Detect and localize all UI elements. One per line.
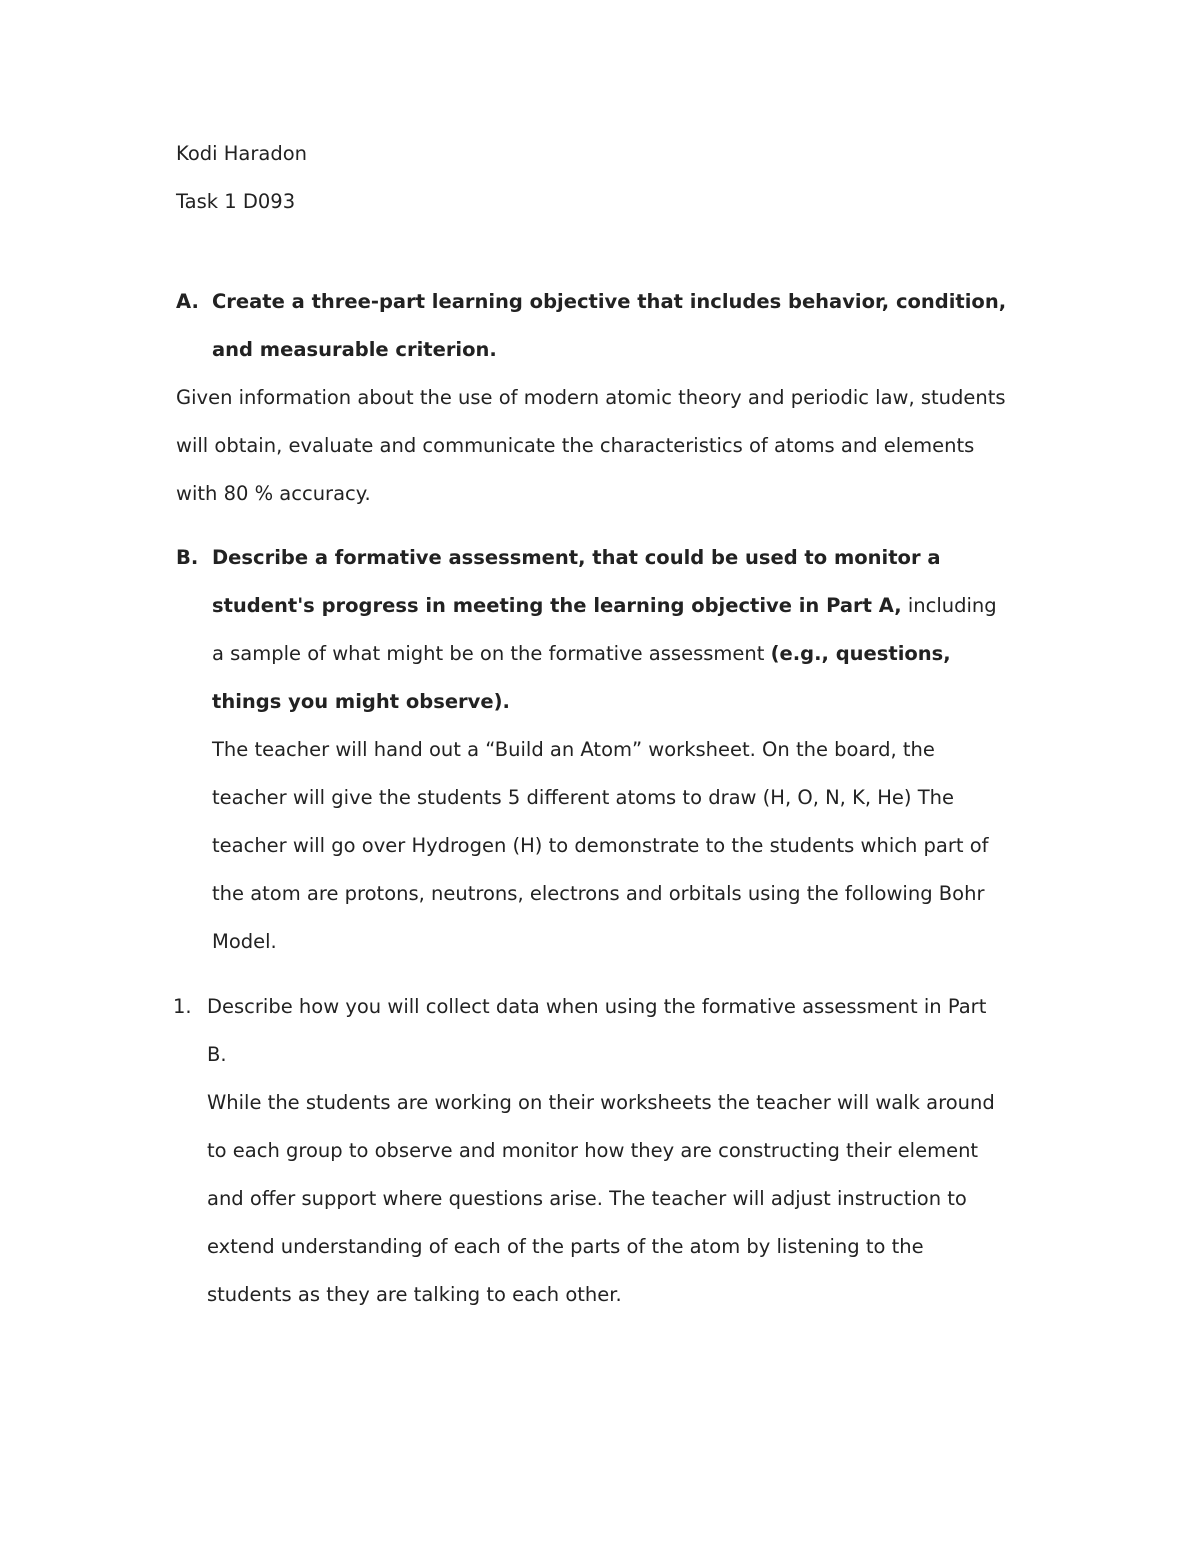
author-name: Kodi Haradon xyxy=(176,142,307,165)
section-1-body-line-2: to each group to observe and monitor how they are constructing their element xyxy=(207,1139,979,1162)
section-1-label: 1. xyxy=(173,995,192,1018)
section-b-prompt-line-4: things you might observe). xyxy=(212,690,510,713)
section-b-body-line-3: teacher will go over Hydrogen (H) to demonstrate to the students which part of xyxy=(212,834,989,857)
section-b-prompt-line-3-bold: (e.g., questions, xyxy=(770,642,951,665)
section-b-body-line-2: teacher will give the students 5 different atoms to draw (H, O, N, K, He) The xyxy=(212,786,954,809)
section-a-heading-line-1: Create a three-part learning objective that includes behavior, condition, xyxy=(212,290,1007,313)
section-a-label: A. xyxy=(176,290,199,313)
section-a-body-line-2: will obtain, evaluate and communicate the characteristics of atoms and elements xyxy=(176,434,975,457)
section-1-prompt-line-2: B. xyxy=(207,1043,227,1066)
section-1-prompt-line-1: Describe how you will collect data when using the formative assessment in Part xyxy=(207,995,987,1018)
section-b-prompt-line-3 xyxy=(212,644,951,664)
section-1-body-line-1: While the students are working on their worksheets the teacher will walk around xyxy=(207,1091,995,1114)
section-b-prompt-line-1: Describe a formative assessment, that could be used to monitor a xyxy=(212,546,941,569)
section-a-body-line-3: with 80 % accuracy. xyxy=(176,482,371,505)
section-b-body-line-4: the atom are protons, neutrons, electrons and orbitals using the following Bohr xyxy=(212,882,985,905)
section-b-label: B. xyxy=(176,546,199,569)
section-a-body-line-1: Given information about the use of modern atomic theory and periodic law, students xyxy=(176,386,1006,409)
section-b-prompt-line-2-bold: student's progress in meeting the learning objective in Part A, xyxy=(212,594,902,617)
section-b-body-line-5: Model. xyxy=(212,930,277,953)
task-title: Task 1 D093 xyxy=(176,190,296,213)
section-b-prompt-line-2 xyxy=(212,596,997,616)
section-1-body-line-5: students as they are talking to each other. xyxy=(207,1283,622,1306)
section-a-heading-line-2: and measurable criterion. xyxy=(212,338,497,361)
section-b-prompt-line-3-normal: a sample of what might be on the formative assessment xyxy=(212,642,765,665)
section-b-body-line-1: The teacher will hand out a “Build an Atom” worksheet. On the board, the xyxy=(212,738,935,761)
section-1-body-line-3: and offer support where questions arise. The teacher will adjust instruction to xyxy=(207,1187,967,1210)
section-b-prompt-line-2-normal: including xyxy=(907,594,997,617)
section-1-body-line-4: extend understanding of each of the parts of the atom by listening to the xyxy=(207,1235,924,1258)
